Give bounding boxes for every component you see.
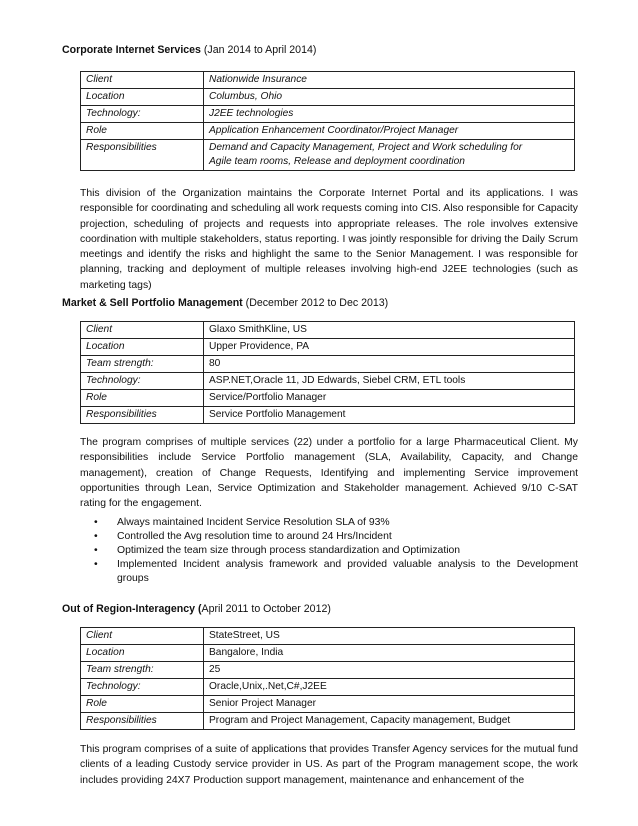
project-info-table bbox=[80, 627, 575, 730]
table-row: Responsibilities Service Portfolio Management bbox=[81, 407, 575, 424]
table-row: Role Application Enhancement Coordinator/Project Manager bbox=[81, 123, 575, 140]
achievements-list bbox=[80, 516, 578, 586]
table-row: Client Glaxo SmithKline, US bbox=[81, 322, 575, 339]
table-row: Technology: Oracle,Unix,.Net,C#,J2EE bbox=[81, 679, 575, 696]
table-row: Location Upper Providence, PA bbox=[81, 339, 575, 356]
bullet-icon: • bbox=[94, 545, 98, 556]
section-heading-corporate-internet-services: Corporate Internet Services (Jan 2014 to April 2014) bbox=[62, 44, 317, 56]
table-row: Technology: ASP.NET,Oracle 11, JD Edwards, Siebel CRM, ETL tools bbox=[81, 373, 575, 390]
table-row: Team strength: 25 bbox=[81, 662, 575, 679]
table-row: Location Columbus, Ohio bbox=[81, 89, 575, 106]
table-row: Responsibilities Demand and Capacity Management, Project and Work scheduling for Agile team rooms, Release and deployment coordination bbox=[81, 140, 575, 171]
bullet-icon: • bbox=[94, 559, 98, 570]
table-row: Responsibilities Program and Project Management, Capacity management, Budget bbox=[81, 713, 575, 730]
table-row: Technology: J2EE technologies bbox=[81, 106, 575, 123]
list-item: • Controlled the Avg resolution time to around 24 Hrs/Incident bbox=[94, 531, 392, 542]
section-heading-market-sell-portfolio: Market & Sell Portfolio Management (December 2012 to Dec 2013) bbox=[62, 297, 389, 309]
table-row: Team strength: 80 bbox=[81, 356, 575, 373]
table-row: Client StateStreet, US bbox=[81, 628, 575, 645]
project-description: This program comprises of a suite of applications that provides Transfer Agency services for the mutual fund clients of a leading Custody service provider in US. As part of the Program management scope, the work includes providing 24X7 Production support management, maintenance and enhancement of the bbox=[80, 744, 578, 786]
table-row: Location Bangalore, India bbox=[81, 645, 575, 662]
bullet-icon: • bbox=[94, 517, 98, 528]
project-info-table bbox=[80, 71, 575, 171]
project-description: This division of the Organization maintains the Corporate Internet Portal and its applications. I was responsible for coordinating and scheduling all work requests coming into CIS. Also responsible for Capacity projection, scheduling of projects and requests into appropriate releases. The role involves extensive coordination with multiple stakeholders, status reporting. I was jointly responsible for driving the Daily Scrum meetings and identify the risks and highlight the same to the Senior Management. I was responsible for planning, tracking and deployment of multiple releases involving high-end J2EE technologies (such as marketing tags) bbox=[80, 188, 578, 291]
project-info-table bbox=[80, 321, 575, 424]
project-description: The program comprises of multiple services (22) under a portfolio for a large Pharmaceutical Client. My responsibilities include Service Portfolio management (SLA, Availability, Capacity, and Change management), creation of Change Requests, Identifying and implementing Service improvement opportunities through Lean, Service Optimization and Stakeholder management. Achieved 9/10 C-SAT rating for the engagement. bbox=[80, 437, 578, 510]
table-row: Client Nationwide Insurance bbox=[81, 72, 575, 89]
table-row: Role Senior Project Manager bbox=[81, 696, 575, 713]
section-heading-out-of-region: Out of Region-Interagency (April 2011 to October 2012) bbox=[62, 603, 331, 615]
list-item: • Always maintained Incident Service Resolution SLA of 93% bbox=[94, 517, 390, 528]
list-item: • Implemented Incident analysis framework and provided valuable analysis to the Development groups bbox=[94, 559, 578, 584]
table-row: Role Service/Portfolio Manager bbox=[81, 390, 575, 407]
bullet-icon: • bbox=[94, 531, 98, 542]
list-item: • Optimized the team size through process standardization and Optimization bbox=[94, 545, 461, 556]
